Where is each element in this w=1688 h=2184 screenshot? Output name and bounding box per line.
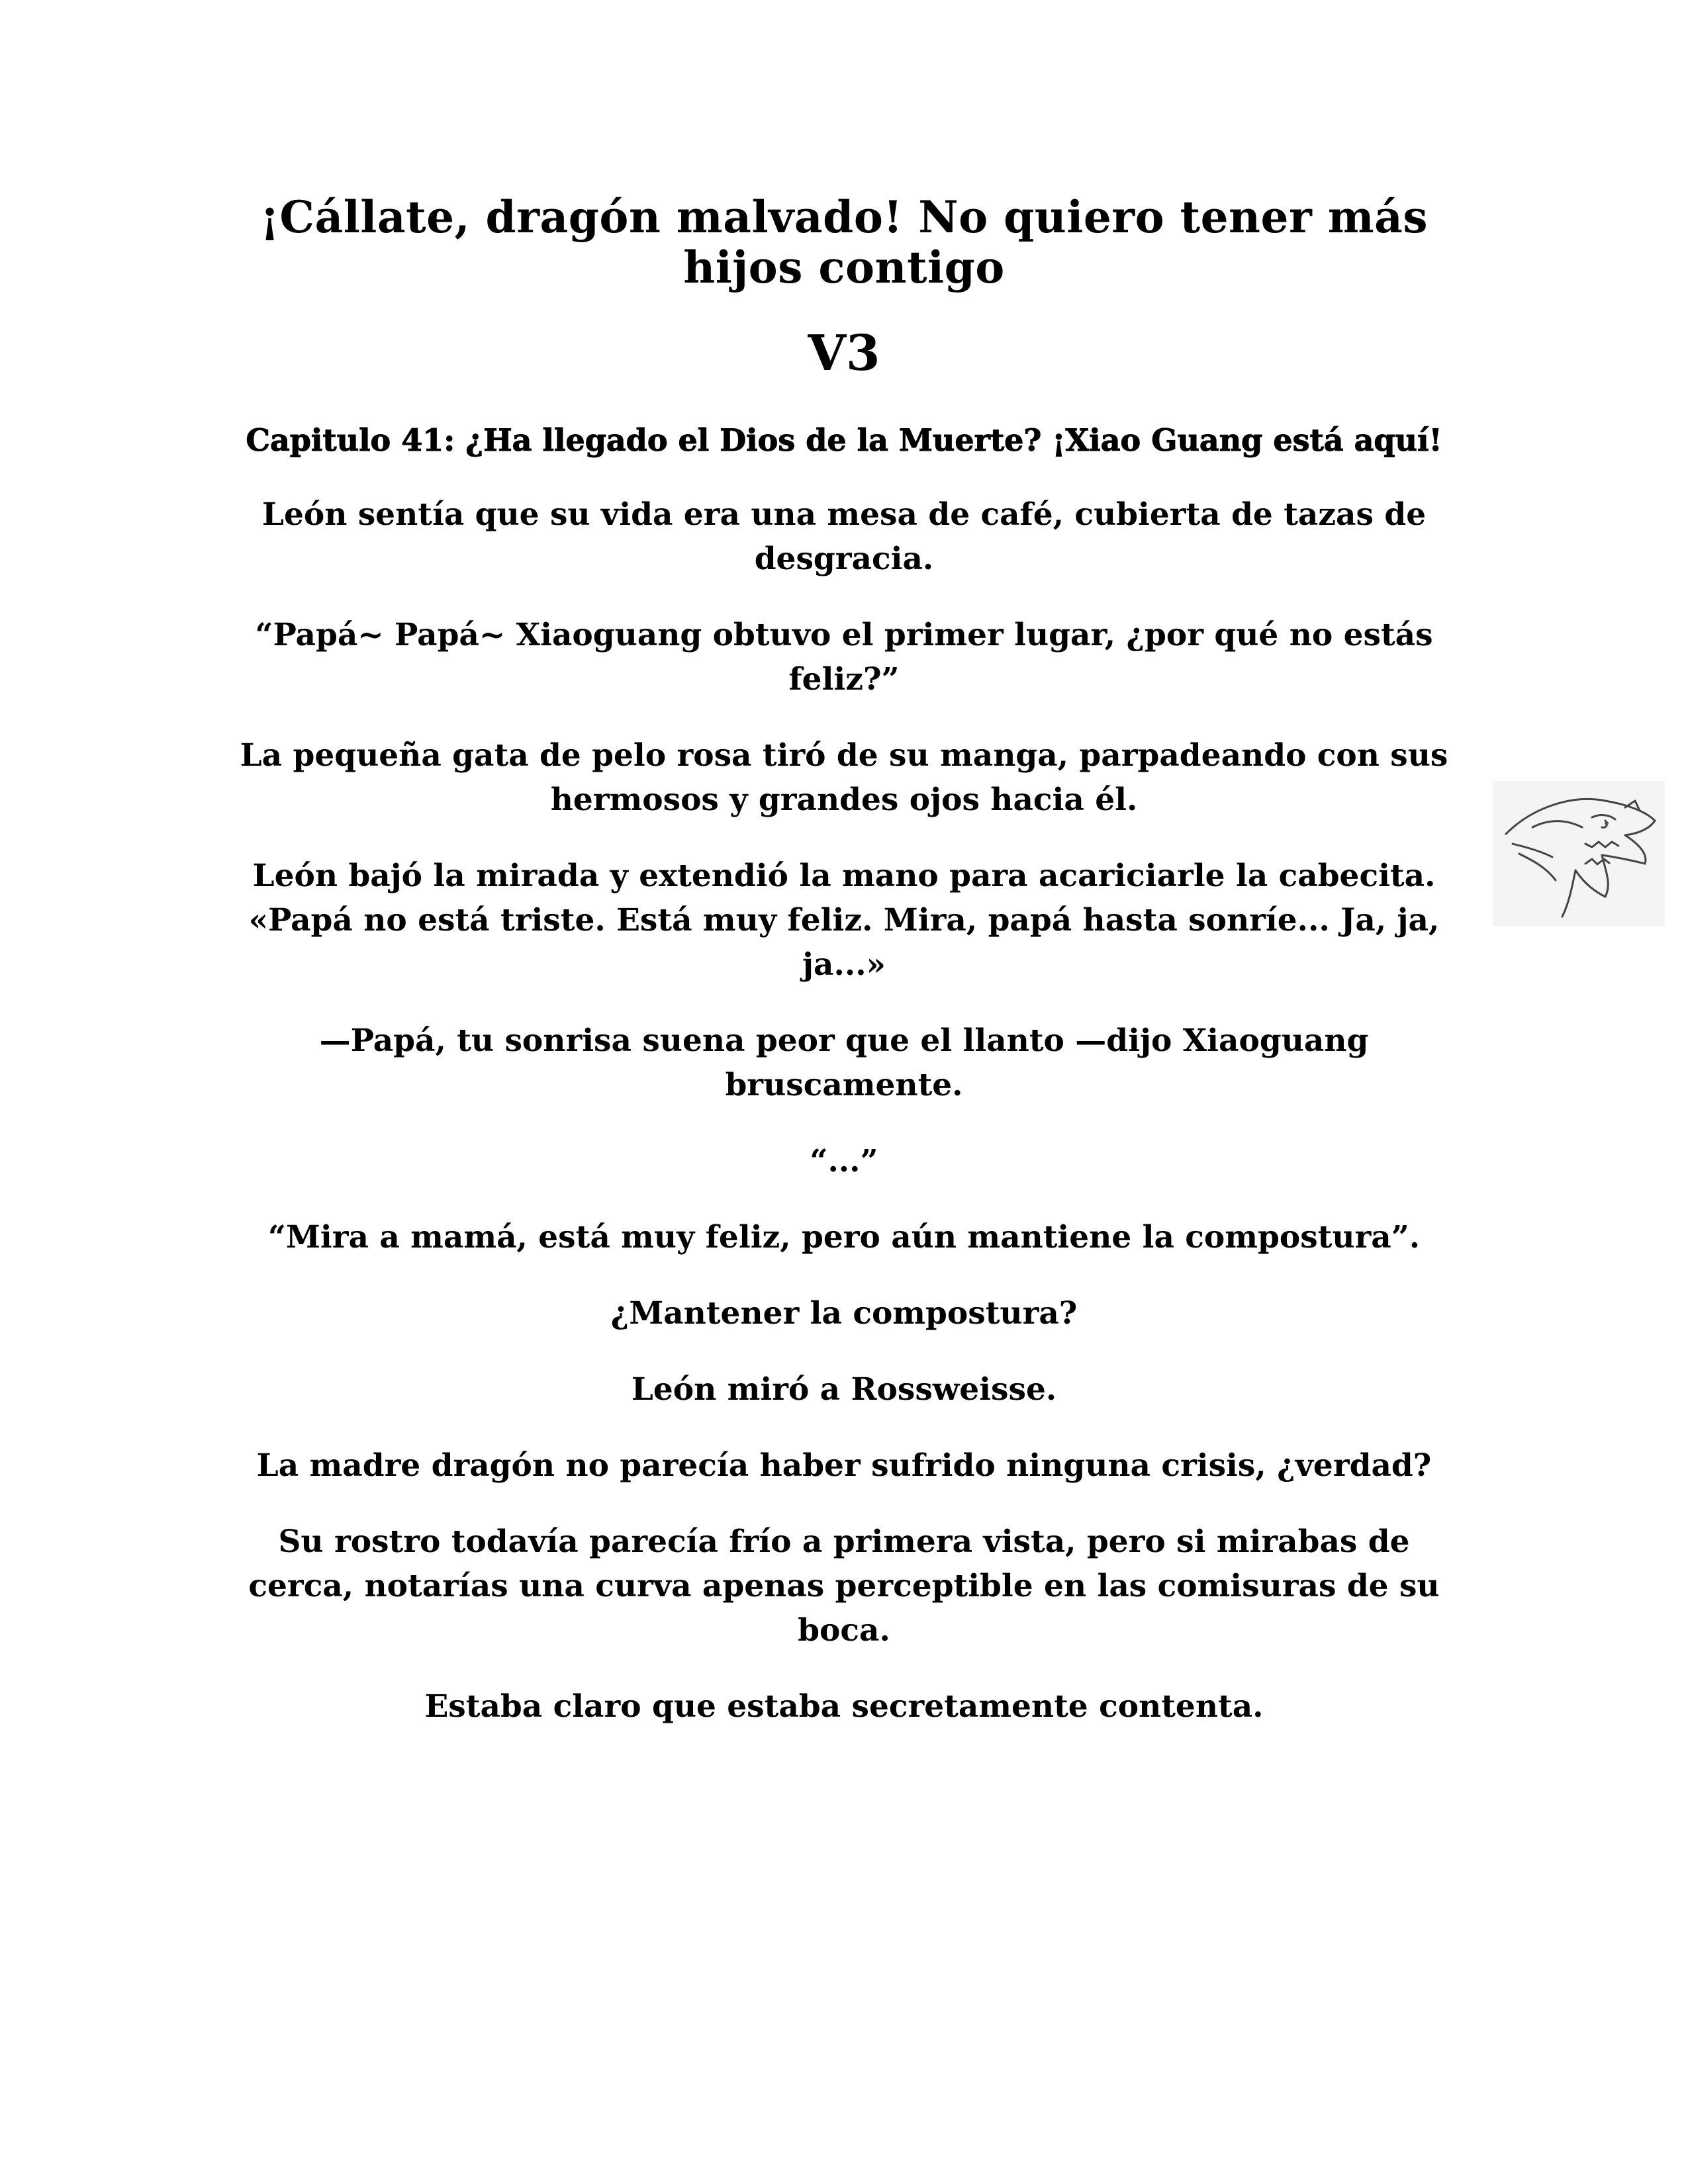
paragraph: “...”: [810, 1143, 878, 1179]
document-body: [225, 192, 1463, 1760]
paragraph: —Papá, tu sonrisa suena peor que el llanto —dijo Xiaoguang bruscamente.: [319, 1023, 1369, 1103]
volume-label: V3: [808, 325, 880, 382]
chapter-heading: Capitulo 41: ¿Ha llegado el Dios de la Muerte? ¡Xiao Guang está aquí!: [246, 422, 1442, 458]
paragraph: La madre dragón no parecía haber sufrido ninguna crisis, ¿verdad?: [256, 1447, 1432, 1484]
paragraph: “Mira a mamá, está muy feliz, pero aún mantiene la compostura”.: [267, 1219, 1421, 1255]
paragraph: León miró a Rossweisse.: [631, 1371, 1057, 1408]
document-title: ¡Cállate, dragón malvado! No quiero tener más hijos contigo: [259, 191, 1429, 293]
paragraph: Su rostro todavía parecía frío a primera vista, pero si mirabas de cerca, notarías una curva apenas perceptible en las comisuras de su boca.: [248, 1524, 1440, 1649]
paragraph: ¿Mantener la compostura?: [610, 1295, 1078, 1332]
paragraph: León bajó la mirada y extendió la mano para acariciarle la cabecita. «Papá no está triste. Está muy feliz. Mira, papá hasta sonríe... Ja, ja, ja...»: [248, 858, 1440, 983]
paragraph: Estaba claro que estaba secretamente contenta.: [424, 1688, 1264, 1725]
paragraph: “Papá~ Papá~ Xiaoguang obtuvo el primer lugar, ¿por qué no estás feliz?”: [255, 617, 1433, 698]
paragraph: La pequeña gata de pelo rosa tiró de su manga, parpadeando con sus hermosos y grandes ojos hacia él.: [240, 737, 1448, 818]
dragon-head-icon: [1493, 781, 1665, 927]
paragraph: León sentía que su vida era una mesa de café, cubierta de tazas de desgracia.: [261, 496, 1427, 577]
